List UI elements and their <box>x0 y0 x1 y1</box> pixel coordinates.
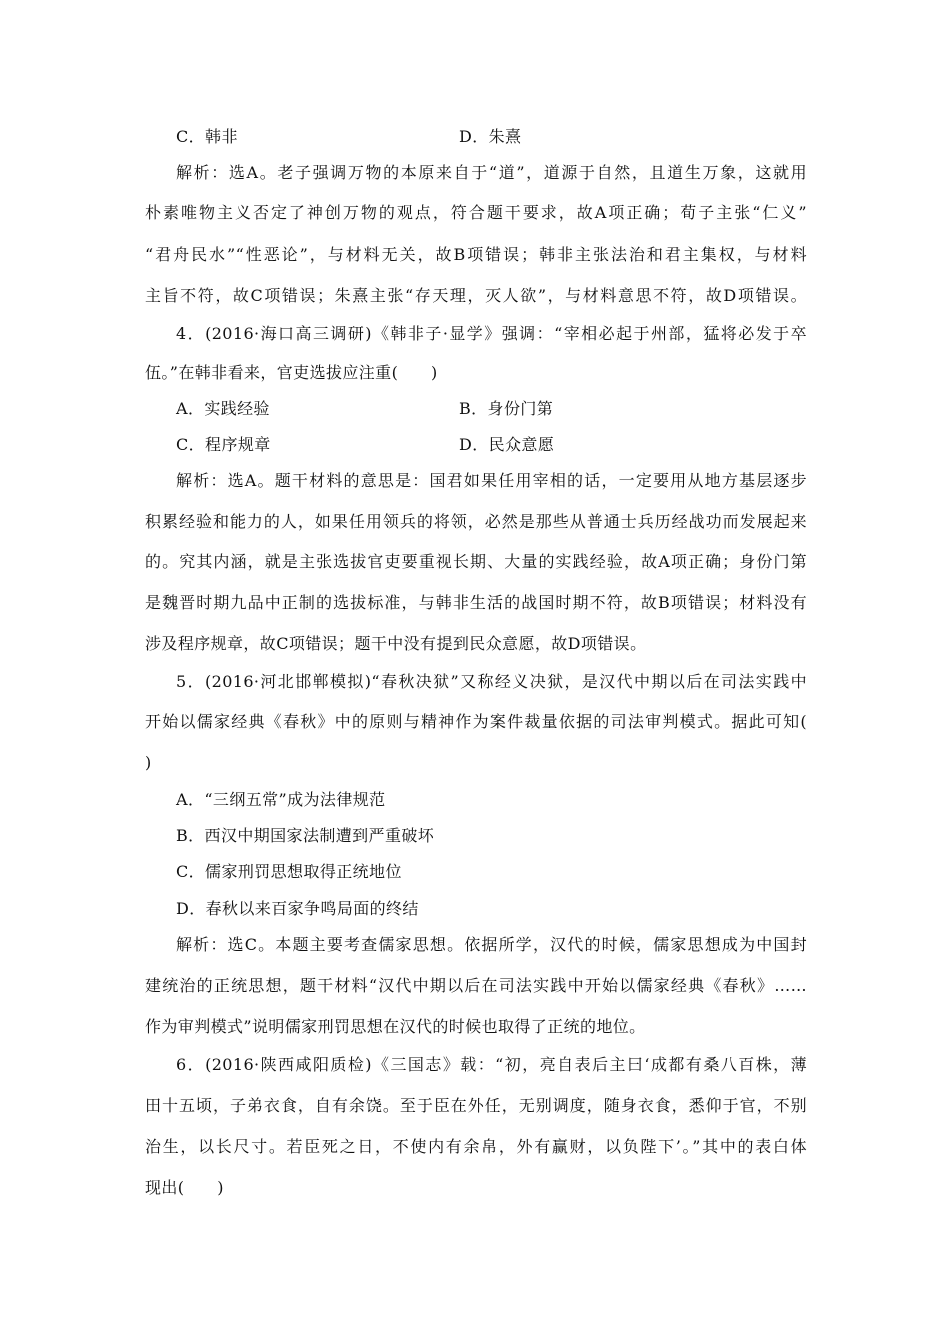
q4-analysis-line-5: 涉及程序规章，故C项错误；题干中没有提到民众意愿，故D项错误。 <box>145 634 647 653</box>
q3-analysis-line-1: 解析：选A。老子强调万物的本原来自于“道”，道源于自然，且道生万象，这就用 <box>176 163 807 182</box>
q6-stem-line-1: 6．(2016·陕西咸阳质检)《三国志》载：“初，亮自表后主曰‘成都有桑八百株，薄 <box>176 1055 807 1074</box>
q4-option-d: D．民众意愿 <box>459 435 555 454</box>
q4-option-b: B．身份门第 <box>459 399 554 418</box>
q5-stem-line-3: ) <box>145 753 152 772</box>
q4-analysis-line-2: 积累经验和能力的人，如果任用领兵的将领，必然是那些从普通士兵历经战功而发展起来 <box>145 512 807 531</box>
q4-analysis-line-1: 解析：选A。题干材料的意思是：国君如果任用宰相的话，一定要用从地方基层逐步 <box>176 471 807 490</box>
q6-stem-line-2: 田十五顷，子弟衣食，自有余饶。至于臣在外任，无别调度，随身衣食，悉仰于官，不别 <box>145 1096 807 1115</box>
q3-analysis-line-4: 主旨不符，故C项错误；朱熹主张“存天理，灭人欲”，与材料意思不符，故D项错误。 <box>145 286 807 305</box>
q5-stem-line-1: 5．(2016·河北邯郸模拟)“春秋决狱”又称经义决狱，是汉代中期以后在司法实践中 <box>176 672 807 691</box>
q5-option-c: C．儒家刑罚思想取得正统地位 <box>176 862 402 881</box>
q3-option-c: C．韩非 <box>176 127 238 146</box>
q3-option-d: D．朱熹 <box>459 127 522 146</box>
q3-analysis-line-2: 朴素唯物主义否定了神创万物的观点，符合题干要求，故A项正确；荀子主张“仁义” <box>145 203 807 222</box>
q5-option-a: A．“三纲五常”成为法律规范 <box>176 790 386 809</box>
q5-stem-line-2: 开始以儒家经典《春秋》中的原则与精神作为案件裁量依据的司法审判模式。据此可知( <box>145 712 807 731</box>
q3-analysis-line-3: “君舟民水”“性恶论”，与材料无关，故B项错误；韩非主张法治和君主集权，与材料 <box>145 245 807 264</box>
q4-stem-line-2: 伍。”在韩非看来，官吏选拔应注重( ) <box>145 363 438 382</box>
q5-option-d: D．春秋以来百家争鸣局面的终结 <box>176 899 419 918</box>
q6-stem-line-4: 现出( ) <box>145 1178 224 1197</box>
q4-analysis-line-4: 是魏晋时期九品中正制的选拔标准，与韩非生活的战国时期不符，故B项错误；材料没有 <box>145 593 807 612</box>
q4-option-a: A．实践经验 <box>176 399 270 418</box>
q5-analysis-line-3: 作为审判模式”说明儒家刑罚思想在汉代的时候也取得了正统的地位。 <box>145 1017 646 1036</box>
q6-stem-line-3: 治生，以长尺寸。若臣死之日，不使内有余帛，外有赢财，以负陛下’。”其中的表白体 <box>145 1137 807 1156</box>
q4-analysis-line-3: 的。究其内涵，就是主张选拔官吏要重视长期、大量的实践经验，故A项正确；身份门第 <box>145 552 807 571</box>
q5-analysis-line-1: 解析：选C。本题主要考查儒家思想。依据所学，汉代的时候，儒家思想成为中国封 <box>176 935 807 954</box>
q4-option-c: C．程序规章 <box>176 435 271 454</box>
q5-option-b: B．西汉中期国家法制遭到严重破坏 <box>176 826 435 845</box>
q5-analysis-line-2: 建统治的正统思想，题干材料“汉代中期以后在司法实践中开始以儒家经典《春秋》…… <box>145 976 807 995</box>
q4-stem-line-1: 4．(2016·海口高三调研)《韩非子·显学》强调：“宰相必起于州部，猛将必发于卒 <box>176 324 807 343</box>
